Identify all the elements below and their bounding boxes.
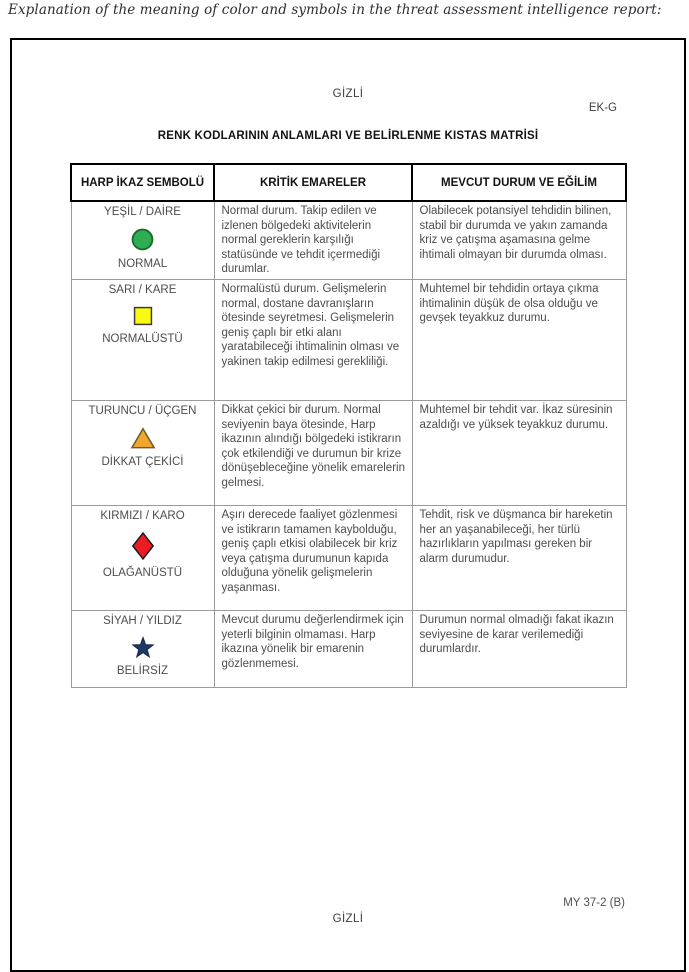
current-status-cell: Muhtemel bir tehdit var. İkaz süresinin azaldığı ve yüksek teyakkuz durumu.: [412, 400, 626, 505]
critical-indicators-cell: Dikkat çekici bir durum. Normal seviyenin baya ötesinde, Harp ikazının alındığı bölgedeki istikrarın çok etkilendiği ve durumun bir krize dönüşebleceğine yönelik emarelerin gelmesi.: [214, 400, 412, 505]
document-page: [10, 38, 686, 972]
critical-indicators-cell: Normal durum. Takip edilen ve izlenen bölgedeki aktivitelerin normal gereklerin karşılığı statüsünde ve tehdit içermediği durumlar.: [214, 201, 412, 279]
symbol-status-label: NORMAL: [117, 257, 168, 270]
column-header-status: MEVCUT DURUM VE EĞİLİM: [412, 164, 626, 201]
current-status-cell: Olabilecek potansiyel tehdidin bilinen, stabil bir durumda ve yakın zamanda kriz ve çatışma aşamasına gelme ihtimali olmayan bir durumda olması.: [412, 201, 626, 279]
annex-label: EK-G: [588, 102, 617, 114]
table-header-row: [71, 164, 626, 201]
square-symbol-icon: [74, 305, 212, 327]
diamond-symbol-icon: [74, 531, 212, 561]
classification-marking-top: GİZLİ: [332, 88, 364, 100]
symbol-name: SARI / KARE: [108, 283, 177, 296]
classification-marking-bottom: GİZLİ: [332, 913, 364, 925]
current-status-cell: Muhtemel bir tehdidin ortaya çıkma ihtimalinin düşük de olsa olduğu ve gevşek teyakkuz durumu.: [412, 279, 626, 400]
critical-indicators-cell: Mevcut durumu değerlendirmek için yeterli bilginin olmaması. Harp ikazına yönelik bir emarenin gözlenmemesi.: [214, 610, 412, 687]
critical-indicators-cell: Normalüstü durum. Gelişmelerin normal, dostane davranışların ötesinde seyretmesi. Gelişmelerin geniş çaplı bir etki alanı yaratabileceği ihtimalinin olması ve yakinen takip edilmesi gerekliliği.: [214, 279, 412, 400]
circle-symbol-icon: [74, 227, 212, 252]
color-code-matrix-table: [70, 163, 627, 688]
table-row: [71, 400, 626, 505]
symbol-status-label: NORMALÜSTÜ: [102, 332, 183, 345]
current-status-cell: Tehdit, risk ve düşmanca bir hareketin her an yaşanabileceği, her türlü hazırlıkların yapılması gereken bir alarm durumudur.: [412, 505, 626, 610]
page-title: RENK KODLARININ ANLAMLARI VE BELİRLENME KISTAS MATRİSİ: [157, 130, 539, 142]
symbol-name: SİYAH / YILDIZ: [103, 614, 182, 627]
symbol-status-label: DİKKAT ÇEKİCİ: [101, 455, 184, 468]
symbol-status-label: BELİRSİZ: [116, 664, 169, 677]
figure-caption: Explanation of the meaning of color and symbols in the threat assessment intelligence report:: [8, 2, 662, 18]
column-header-symbol: HARP İKAZ SEMBOLÜ: [71, 164, 214, 201]
triangle-symbol-icon: [74, 426, 212, 450]
current-status-cell: Durumun normal olmadığı fakat ikazın seviyesine de karar verilemediği durumlardır.: [412, 610, 626, 687]
star-symbol-icon: [74, 636, 212, 659]
critical-indicators-cell: Aşırı derecede faaliyet gözlenmesi ve istikrarın tamamen kaybolduğu, geniş çaplı etkisi olabilecek bir kriz veya çatışma durumunun kapıda olduğuna yönelik gelişmelerin yaşanması.: [214, 505, 412, 610]
table-row: [71, 505, 626, 610]
document-reference: MY 37-2 (B): [563, 897, 625, 909]
symbol-name: KIRMIZI / KARO: [100, 509, 185, 522]
symbol-name: YEŞİL / DAİRE: [104, 206, 181, 218]
symbol-status-label: OLAĞANÜSTÜ: [102, 566, 183, 579]
table-row: [71, 201, 626, 279]
table-row: [71, 610, 626, 687]
symbol-name: TURUNCU / ÜÇGEN: [88, 404, 197, 417]
column-header-indicators: KRİTİK EMARELER: [214, 164, 412, 201]
table-row: [71, 279, 626, 400]
